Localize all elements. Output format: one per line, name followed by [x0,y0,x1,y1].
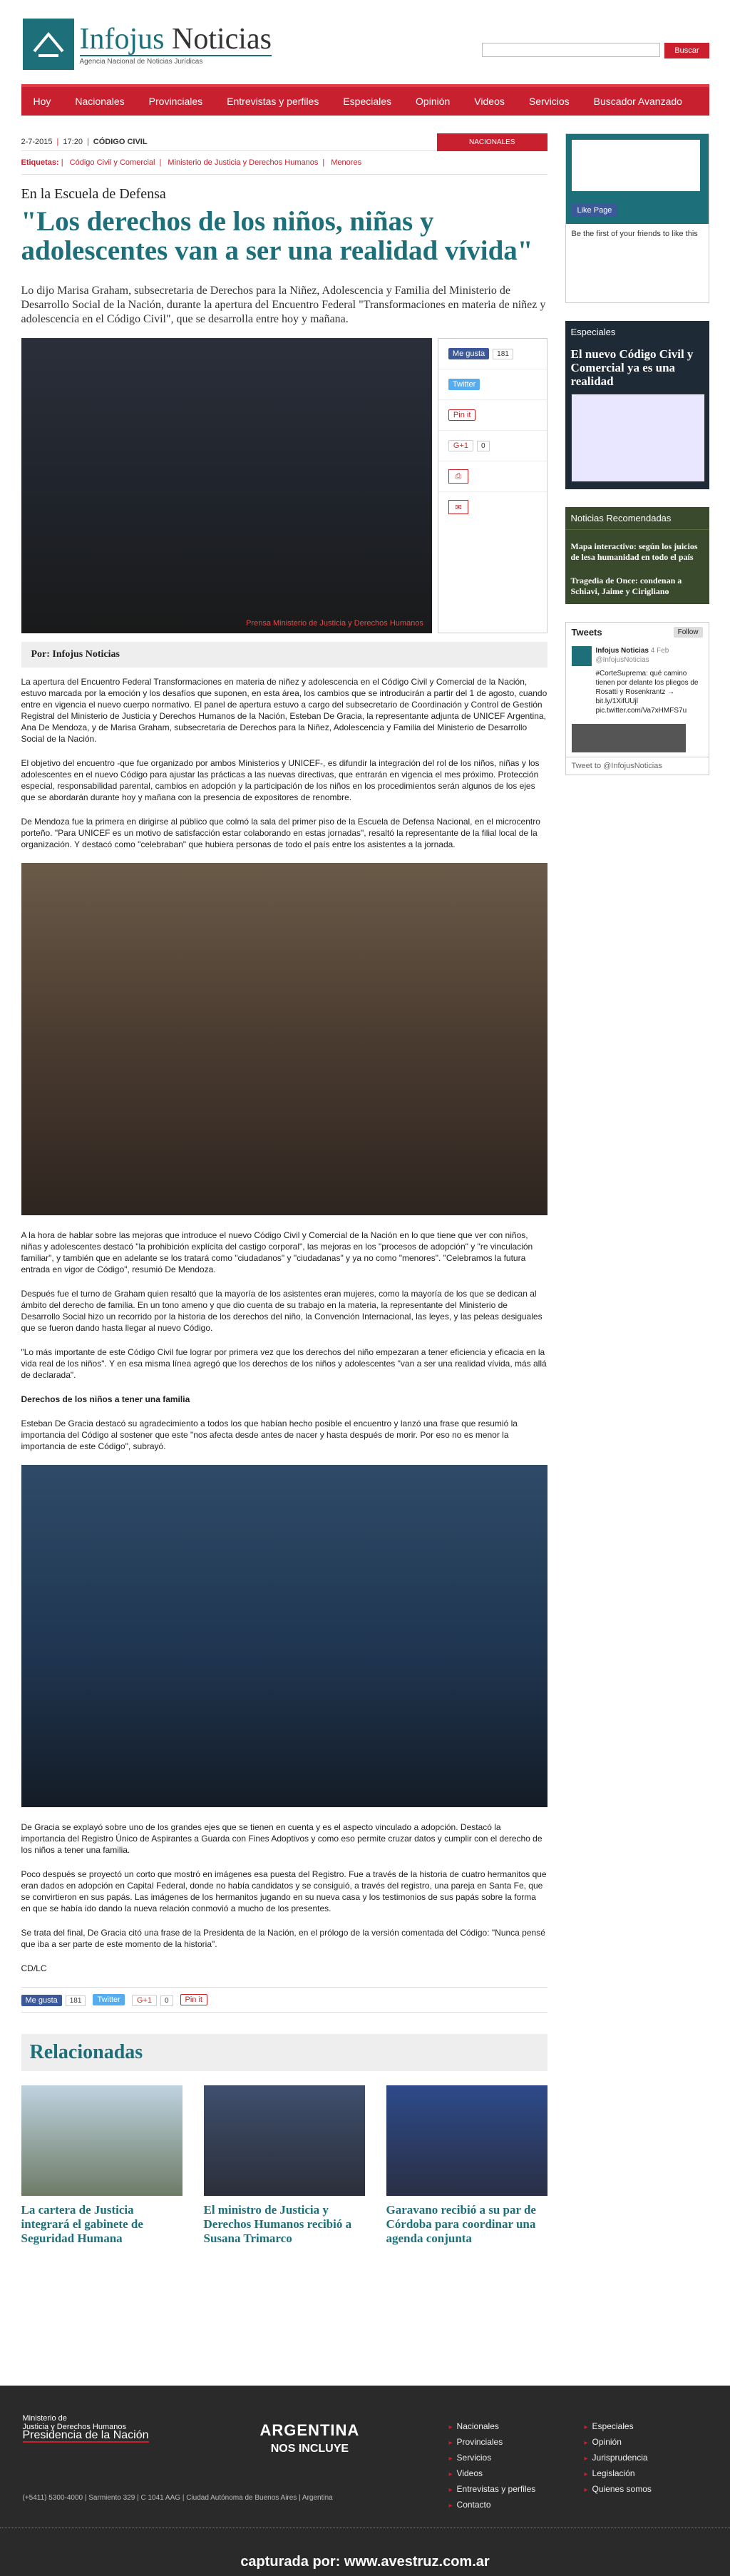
tweet-author[interactable]: Infojus Noticias [595,647,649,655]
especiales-head: Especiales [565,321,709,343]
footer-link[interactable]: ▸ Quienes somos [585,2482,652,2498]
article-time: 17:20 [63,138,83,146]
nav-item-especiales[interactable]: Especiales [343,96,392,107]
article-tags: Etiquetas: | Código Civil y Comercial | Ministerio de Justicia y Derechos Humanos | Menores [21,151,548,175]
related-title-link[interactable]: El ministro de Justicia y Derechos Humanos recibió a Susana Trimarco [203,2203,352,2245]
capture-credit: capturada por: www.avestruz.com.ar [240,2554,490,2570]
twitter-follow-button[interactable]: Follow [674,627,703,638]
signature: CD/LC [21,1963,47,1973]
paragraph: Se trata del final, De Gracia citó una frase de la Presidenta de la Nación, en el prólogo de la versión comentada del Código: "Nunca pensé que iba a ser parte de este momento de la historia". [21,1928,545,1949]
section-badge[interactable]: NACIONALES [437,133,547,151]
nav-item-servicios[interactable]: Servicios [528,96,570,107]
footer-link[interactable]: ▸ Servicios [449,2450,536,2466]
article-category[interactable]: CÓDIGO CIVIL [93,138,148,146]
logo-icon [23,19,74,70]
article-body [21,676,548,1974]
gplus-count: 0 [477,441,490,451]
paragraph: "Lo más importante de este Código Civil fue lograr por primera vez que los derechos del niño empezaran a tener eficiencia y eficacia en la vida real de los niños". Y en esa misma línea agregó que los derechos de los niños y adolescentes "van a ser una realidad vívida, más allá de declarada". [21,1347,547,1380]
related-title-link[interactable]: Garavano recibió a su par de Córdoba para coordinar una agenda conjunta [386,2203,536,2245]
search-form [482,43,709,58]
tweet-text: #CorteSuprema: qué camino tienen por delante los pliegos de Rosatti y Rosenkrantz → bit.ly/1XifUUjl pic.twitter.com/Va7xHMFS7u [595,670,699,715]
article-meta: 2-7-2015 | 17:20 | CÓDIGO CIVIL NACIONALES [21,133,548,151]
argentina-logo [260,2421,360,2455]
pinit-button[interactable]: Pin it [448,409,475,421]
related-item[interactable] [21,2085,182,2246]
footer-link[interactable]: ▸ Videos [449,2466,536,2482]
article-lead: Lo dijo Marisa Graham, subsecretaria de Derechos para la Niñez, Adolescencia y Familia del Ministerio de Desarrollo Social de la Nación, durante la apertura del Encuentro Federal "Transformaciones en materia de niñez y adolescencia en el Código Civil", que se desarrolla entre hoy y mañana. [21,285,546,325]
tags-label: Etiquetas: [21,158,59,167]
main-nav [21,84,709,116]
footer-link[interactable]: ▸ Legislación [585,2466,652,2482]
avatar[interactable] [572,646,592,666]
search-input[interactable] [482,43,660,57]
search-button[interactable]: Buscar [664,43,709,58]
article-photo-panel [21,338,432,633]
footer-link[interactable]: ▸ Provinciales [449,2435,536,2450]
related-list [21,2085,548,2246]
tweet [566,642,709,720]
related-title-link[interactable]: La cartera de Justicia integrará el gabinete de Seguridad Humana [21,2203,143,2245]
paragraph: Poco después se proyectó un corto que mostró en imágenes esa puesta del Registro. Fue a través de la historia de cuatro hermanitos que eran dados en adopción en Capital Federal, donde no había candidatos y se consiguió, a través del registro, una pareja en Santa Fe, que se convirtieron en sus papás. Las imágenes de los hermanitos jugando en su nueva casa y los testimonios de sus papás sobre la forma en que se había ido dando la nueva relación conmovió a mucho de los presentes. [21,1869,547,1913]
gplus-button[interactable]: G+1 [132,1995,157,2006]
related-title: Relacionadas [21,2034,548,2071]
paragraph: Esteban De Gracia destacó su agradecimiento a todos los que habían hecho posible el encuentro y lanzó una frase que resumió la importancia del Código al sostener que este "nos afecta desde antes de nacer y hasta después de morir. Por eso no es menor la importancia de este Código", subrayó. [21,1419,518,1451]
site-footer [0,2386,730,2576]
paragraph: El objetivo del encuentro -que fue organizado por ambos Ministerios y UNICEF-, es difundir la integración del rol de los niños, niñas y los adolescentes en el nuevo Código para ajustar las prácticas a las nuevas directivas, que entrarán en vigencia el mes próximo. Protección especial, responsabilidad parental, cambios en adopción y la participación de los niños en los procedimientos serán algunos de los ejes que se abordarán durante hoy y mañana con la presencia de expositores de renombre. [21,758,540,802]
especiales-title[interactable]: El nuevo Código Civil y Comercial ya es una realidad [570,347,694,388]
footer-link[interactable]: ▸ Especiales [585,2419,652,2435]
related-thumbnail[interactable] [21,2085,182,2196]
related-item[interactable] [386,2085,548,2246]
fb-like-button[interactable]: Me gusta [448,348,489,359]
recommended-item[interactable]: Mapa interactivo: según los juicios de lesa humanidad en todo el país [570,541,698,562]
photo-caption: Prensa Ministerio de Justicia y Derechos Humanos [246,619,423,628]
nav-item-buscador[interactable]: Buscador Avanzado [593,96,682,107]
recommended-widget [565,507,709,604]
tag-link[interactable]: Código Civil y Comercial [69,158,155,167]
especiales-image[interactable] [571,394,705,482]
facebook-widget [565,133,709,303]
pinit-button[interactable]: Pin it [180,1994,207,2005]
footer-links-b [585,2419,652,2498]
argentina-line-a: ARGENTINA [259,2421,360,2439]
recommended-item[interactable]: Tragedia de Once: condenan a Schiavi, Jaime y Cirigliano [570,576,682,596]
article-author: Por: Infojus Noticias [21,642,548,668]
article-headline: "Los derechos de los niños, niñas y adolescentes van a ser una realidad vívida" [21,206,533,266]
gplus-button[interactable]: G+1 [448,440,473,451]
fb-page-logo[interactable] [572,140,700,191]
ministry-line-b: Justicia y Derechos Humanos [22,2423,127,2431]
site-logo[interactable] [23,19,272,70]
tweets-head: Tweets [571,627,602,638]
paragraph: De Mendoza fue la primera en dirigirse al público que colmó la sala del primer piso de la Escuela de Defensa Nacional, en el microcentro porteño. "Para UNICEF es un motivo de satisfacción estar colaborando en estas jornadas", resaltó la representante de la filial local de la organización. Y destacó como "celebraban" que hubiera personas de todo el país entre los asistentes a la jornada. [21,817,540,849]
paragraph: La apertura del Encuentro Federal Transformaciones en materia de niñez y adolescencia en el Código Civil y Comercial de la Nación, estuvo marcada por la emoción y los desafíos que suponen, en esta área, los cambios que se introducirán a partir del 1 de agosto, cuando entre en vigencia el nuevo cuerpo normativo. El panel de apertura estuvo a cargo del subsecretario de Coordinación y Control de Gestión Registral del Ministerio de Justicia y Derechos Humanos de la Nación, Esteban De Gracia, la representante adjunta de UNICEF Argentina, Ana De Mendoza, y de Marisa Graham, subsecretaria de Derechos para la Niñez, Adolescencia y Familia del Ministerio de Desarrollo Social de la Nación. [21,677,548,744]
related-item[interactable] [204,2085,365,2246]
email-icon[interactable]: ✉ [448,500,468,514]
footer-link[interactable]: ▸ Jurisprudencia [585,2450,652,2466]
argentina-line-b: NOS INCLUYE [270,2443,349,2455]
nav-item-entrevistas[interactable]: Entrevistas y perfiles [227,96,319,107]
footer-link[interactable]: ▸ Nacionales [449,2419,536,2435]
footer-link[interactable]: ▸ Entrevistas y perfiles [449,2482,536,2498]
speaker-photo [21,1465,548,1807]
gplus-count: 0 [160,1995,173,2006]
sidebar [565,133,709,2246]
bottom-share-bar [21,1987,548,2013]
tweet-media[interactable] [572,724,686,752]
paragraph: De Gracia se explayó sobre uno de los grandes ejes que se tienen en cuenta y es el aspecto vinculado a adopción. Destacó la importancia del Registro Único de Aspirantes a Guarda con Fines Adoptivos y como eso permite cruzar datos y cumplir con el derecho de los niños a tener una familia. [21,1822,543,1855]
logo-name-b: Noticias [172,22,272,56]
fb-like-button[interactable]: Me gusta [21,1995,62,2006]
article-main [21,133,548,2246]
footer-links-a [449,2419,536,2513]
paragraph: Después fue el turno de Graham quien resaltó que la mayoría de los asistentes eran mujeres, como la mayoría de los que se dedican al ámbito del derecho de familia. En un tono ameno y que dio cuenta de su trabajo en la materia, la representante del Ministerio de Desarrollo Social hizo un recorrido por la historia de los derechos del niño, la Convención Internacional, las leyes, y las peleas desiguales que se fueron dando hasta llegar al nuevo Código. [21,1289,543,1333]
article-kicker: En la Escuela de Defensa [21,186,166,202]
twitter-button[interactable]: Twitter [448,379,480,390]
logo-tagline: Agencia Nacional de Noticias Jurídicas [80,55,272,66]
tweet-to-input[interactable]: Tweet to @InfojusNoticias [566,757,709,775]
nav-item-videos[interactable]: Videos [474,96,505,107]
fb-like-page-button[interactable]: Like Page [572,204,618,217]
twitter-widget [565,622,709,775]
fb-count: 181 [66,1995,86,2006]
tag-link[interactable]: Menores [331,158,362,167]
related-thumbnail[interactable] [386,2085,548,2196]
footer-link[interactable]: ▸ Contacto [449,2498,536,2513]
especiales-widget [565,321,709,489]
twitter-button[interactable]: Twitter [93,1994,124,2005]
tag-link[interactable]: Ministerio de Justicia y Derechos Humanos [168,158,319,167]
ministry-line-a: Ministerio de [22,2414,67,2423]
tweet-handle[interactable]: @InfojusNoticias [595,656,649,664]
nav-item-provinciales[interactable]: Provinciales [148,96,203,107]
article-date: 2-7-2015 [21,138,53,146]
related-thumbnail[interactable] [204,2085,365,2196]
fb-count: 181 [493,349,513,359]
nav-item-opinion[interactable]: Opinión [416,96,451,107]
fb-text: Be the first of your friends to like this [571,230,698,238]
tweet-date: 4 Feb [650,647,669,655]
print-icon[interactable]: ⎙ [448,469,468,484]
paragraph: A la hora de hablar sobre las mejoras que introduce el nuevo Código Civil y Comercial de la Nación en lo que tiene que ver con niños, niñas y adolescentes destacó "la prohibición explícita del castigo corporal", las mejoras en los "procesos de adopción" y "re vinculación familiar", y también que en adelante se los tratará como "ciudadanos" y "ciudadanas" y ya no como "menores". "Celebramos la futura entrada en vigor de Código", resumió De Mendoza. [21,1230,533,1274]
footer-link[interactable]: ▸ Opinión [585,2435,652,2450]
audience-photo [21,863,548,1215]
site-header [21,0,709,71]
recommended-head: Noticias Recomendadas [565,507,709,530]
logo-name-a: Infojus [79,22,165,56]
ministry-logo[interactable] [23,2414,149,2443]
ministry-line-c: Presidencia de la Nación [22,2429,149,2441]
footer-contact: (+5411) 5300-4000 | Sarmiento 329 | C 1041 AAG | Ciudad Autónoma de Buenos Aires | Argentina [22,2494,333,2502]
share-panel [438,338,548,633]
nav-item-nacionales[interactable]: Nacionales [75,96,125,107]
nav-item-hoy[interactable]: Hoy [33,96,51,107]
subheading: Derechos de los niños a tener una familia [21,1394,190,1404]
